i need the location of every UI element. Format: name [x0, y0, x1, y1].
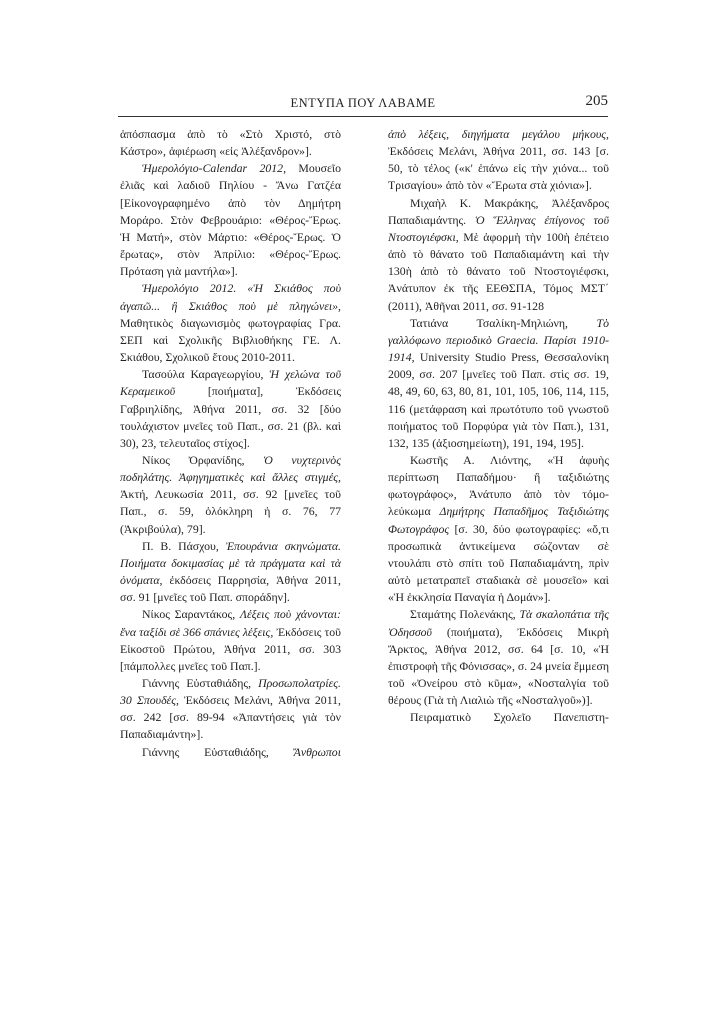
entry-text: ἀπόσπασμα ἀπὸ τὸ «Στὸ Χριστό, στὸ Κάστρο», ἀφιέρωση «εἰς Ἀλέξανδρον»]. — [120, 127, 341, 159]
entry — [120, 366, 341, 452]
right-column — [388, 126, 609, 726]
entry-title: ἀπὸ λέξεις, διηγήματα μεγάλου μήκους, — [388, 127, 609, 141]
entry-text: Μαθητικὸς διαγωνισμὸς φωτογραφίας Γρα. ΣΕΠ καὶ Σχολικῆς Βιβλιοθήκης ΓΕ. Λ. Σκιάθου, Σχολικοῦ ἔτους 2010-2011. — [120, 315, 341, 365]
entry — [120, 160, 341, 280]
entry-text: Πειραματικὸ Σχολεῖο Πανεπιστη- — [410, 710, 609, 725]
entry-author: Σταμάτης Πολενάκης, — [410, 607, 520, 622]
page-number: 205 — [585, 93, 608, 109]
entry-text: Ἀνάτυπο ἀπὸ τὸν τόμο-λεύκωμα — [388, 487, 609, 519]
entry-title: Τὰ σκαλοπάτια τῆς Ὀδησσοῦ — [388, 607, 609, 639]
entry-author: Νίκος Σαραντάκος, — [142, 607, 240, 622]
entry-text: Μὲ ἀφορμὴ τὴν 100ὴ ἐπέτειο ἀπὸ τὸ θάνατο τοῦ Παπαδιαμάντη καὶ τὴν 130ὴ ἀπὸ τὸ θάνατο τοῦ Ντοστογιέφσκι, Ἀνάτυπον ἐκ τῆς ΕΕΘΣΠΑ, Τόμος ΜΣΤ΄ (2011), Ἀθῆναι 2011, σσ. 91-128 — [388, 229, 609, 313]
entry-author: Μιχαὴλ Κ. Μακράκης, Ἀλέξανδρος Παπαδιαμάντης. — [388, 195, 609, 227]
entry-author: Γιάννης Εὐσταθιάδης, — [142, 744, 294, 759]
entry-title: Ὁ Ἕλληνας ἐπίγονος τοῦ Ντοστογιέφσκι, — [388, 212, 609, 244]
entry-author: Κωστῆς Α. Λιόντης, — [410, 452, 548, 467]
entry-title: Ἡμερολόγιο-Calendar 2012, — [142, 161, 287, 176]
entry-title: Τὸ γαλλόφωνο περιοδικὸ Graecia. Παρίσι 1910-1914, — [388, 315, 609, 365]
entry — [120, 538, 341, 607]
entry-title: Ἡ χελώνα τοῦ Κεραμεικοῦ — [120, 367, 341, 399]
entry-title: Ἐπουράνια σκηνώματα. Ποιήματα δοκιμασίας μὲ τὰ πράγματα καὶ τὰ ὀνόματα, — [120, 538, 341, 588]
left-column — [120, 126, 341, 761]
entry-title: Ὁ νυχτερινὸς ποδηλάτης. Ἀφηγηματικὲς καὶ ἄλλες στιγμές, — [120, 452, 341, 485]
entry — [388, 606, 609, 709]
entry — [120, 452, 341, 538]
entry-text: [σ. 30, δύο φωτογραφίες: «ὅ,τι προσωπικὰ ἀντικείμενα σώζονταν σὲ ντουλάπι στὸ σπίτι τοῦ Παπαδιαμάντη, πρὶν αὐτὸ μετατραπεῖ σταδιακὰ σὲ μουσεῖο» καὶ «Ἡ ἐκκλησία Παναγία ἡ Δομάν»]. — [388, 521, 609, 605]
entry-title: Λέξεις ποὺ χάνονται: ἕνα ταξίδι σὲ 366 σπάνιες λέξεις, — [120, 607, 341, 639]
entry-author: Τατιάνα Τσαλίκη-Μηλιώνη, — [410, 315, 597, 330]
entry-text: University Studio Press, Θεσσαλονίκη 2009, σσ. 207 [μνεῖες τοῦ Παπ. στὶς σσ. 19, 48, 49, 60, 63, 80, 81, 101, 105, 106, 114, 115, 116 (μετάφραση καὶ πρωτότυπο τοῦ γνωστοῦ ποιήματος τοῦ Πορφύρα γιὰ τὸν Παπ.), 131, 132, 135 (ἀξιοσημείωτη), 191, 194, 195]. — [388, 350, 609, 450]
entry-text: Μουσεῖο ἐλιᾶς καὶ λαδιοῦ Πηλίου - Ἄνω Γατζέα [Εἰκονογραφημένο ἀπὸ τὸν Δημήτρη Μοράρο. Στὸν Φεβρουάριο: «Θέρος-Ἔρως. Ἡ Ματή», στὸν Μάρτιο: «Θέρος-Ἔρως. Ὁ ἔρωτας», στὸν Ἀπρίλιο: «Θέρος-Ἔρως. Πρόταση γιὰ μαντήλα»]. — [120, 161, 341, 279]
entry-title: Ἡμερολόγιο 2012. «Ἡ Σκιάθος ποὺ ἀγαπῶ... ἢ Σκιάθος ποὺ μὲ πληγώνει», — [120, 281, 341, 313]
entry — [120, 606, 341, 675]
entry-article-title: «Ἡ ἀφυὴς περίπτωση Παπαδήμου· ἢ ταξιδιώτης φωτογράφος», — [388, 452, 609, 502]
entry-text: ἐκδόσεις Παρρησία, Ἀθήνα 2011, σσ. 91 [μνεῖες τοῦ Παπ. σποράδην]. — [120, 573, 341, 605]
entry — [388, 709, 609, 726]
entry-continued — [388, 126, 609, 195]
entry-continued — [120, 126, 341, 160]
running-header — [118, 93, 608, 117]
running-title: ΕΝΤΥΠΑ ΠΟΥ ΛΑΒΑΜΕ — [290, 96, 436, 110]
entry — [120, 675, 341, 744]
entry-text: Ἐκδόσεις Μελάνι, Ἀθήνα 2011, σσ. 143 [σ. 50, τὸ τέλος («κ' ἐπάνω εἰς τὴν χιόνα... τοῦ Τρισαγίου» ἀπὸ τὸν «Ἔρωτα στὰ χιόνια»]. — [388, 144, 609, 193]
entry — [120, 280, 341, 366]
entry — [388, 315, 609, 452]
entry-title: Δημήτρης Παπαδῆμος Ταξιδιώτης Φωτογράφος — [388, 504, 610, 536]
entry-title: Ἄνθρωποι — [293, 744, 341, 759]
entry-text: Ἀκτή, Λευκωσία 2011, σσ. 92 [μνεῖες τοῦ Παπ., σ. 59, ὁλόκληρη ἡ σ. 76, 77 (Ἀκριβούλα), 79]. — [120, 487, 341, 536]
entry — [120, 744, 341, 761]
entry-author: Γιάννης Εὐσταθιάδης, — [142, 676, 259, 690]
entry-text: Ἐκδόσεις τοῦ Εἰκοστοῦ Πρώτου, Ἀθήνα 2011, σσ. 303 [πάμπολλες μνεῖες τοῦ Παπ.]. — [120, 624, 341, 673]
entry — [388, 452, 609, 606]
entry-text: (ποιήματα), Ἐκδόσεις Μικρὴ Ἄρκτος, Ἀθήνα 2012, σσ. 64 [σ. 10, «Ἡ ἐπιστροφὴ τῆς Φόνισσας», σ. 24 μνεία ἔμμεση τοῦ «Ὀνείρου στὸ κῦμα», «Νοσταλγία τοῦ θέρους (Γιὰ τὴ Λιαλιὼ τῆς «Νοσταλγοῦ»)]. — [388, 624, 609, 708]
entry-text: [ποιήματα], Ἐκδόσεις Γαβριηλίδης, Ἀθήνα 2011, σσ. 32 [δύο τουλάχιστον μνεῖες τοῦ Παπ., σσ. 21 (βλ. καὶ 30), 23, τελευταῖος στίχος]. — [120, 384, 341, 450]
entry-author: Τασούλα Καραγεωργίου, — [142, 367, 270, 382]
entry-author: Νίκος Ὀρφανίδης, — [142, 452, 264, 467]
entry-author: Π. Β. Πάσχου, — [142, 538, 226, 553]
entry-title: Προσωπολατρίες. 30 Σπουδές, — [120, 676, 341, 708]
entry-text: Ἐκδόσεις Μελάνι, Ἀθήνα 2011, σσ. 242 [σσ. 89-94 «Ἀπαντήσεις γιὰ τὸν Παπαδιαμάντη»]. — [120, 693, 341, 742]
entry — [388, 195, 609, 315]
